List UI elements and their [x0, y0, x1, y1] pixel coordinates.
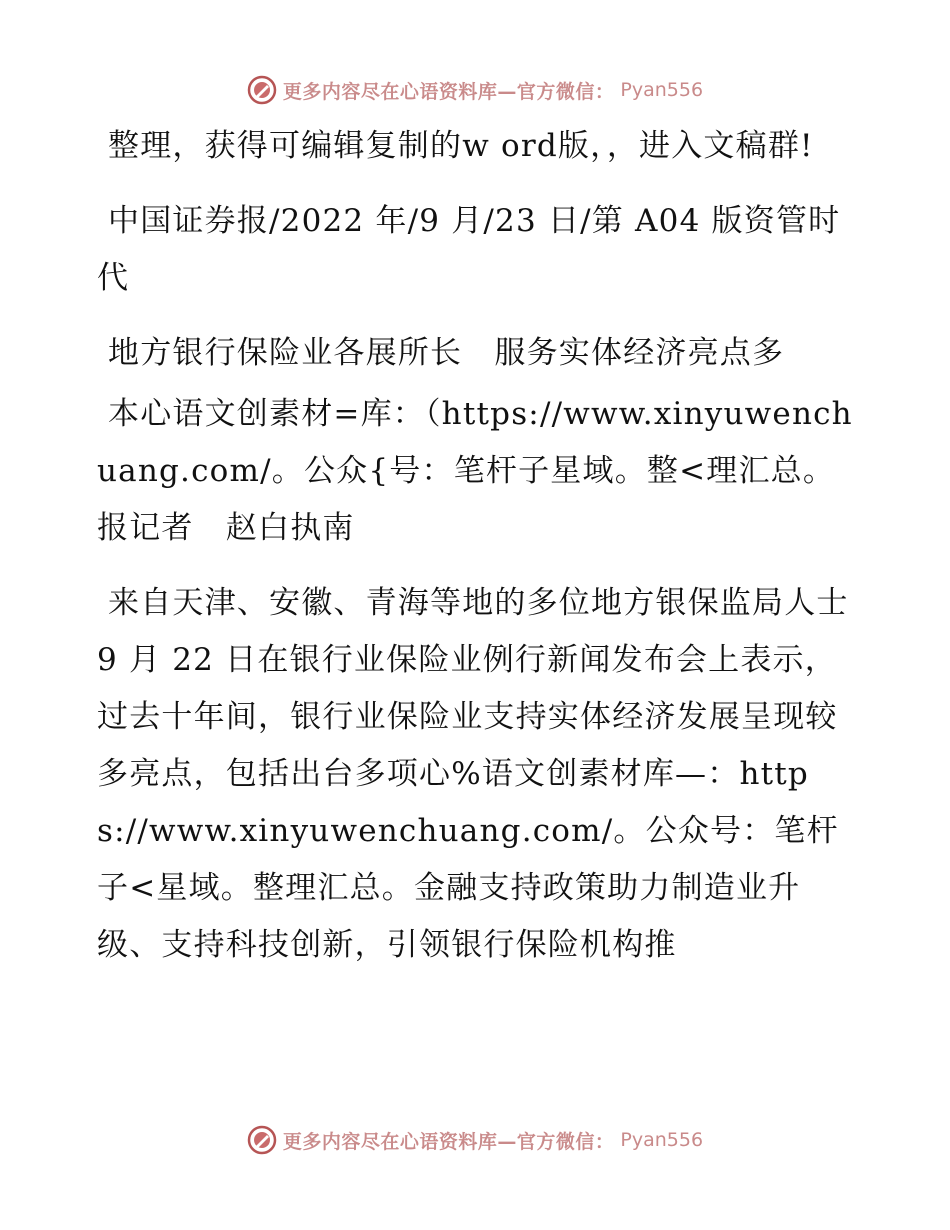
watermark-slogan: 更多内容尽在心语资料库—官方微信： [282, 80, 615, 103]
paragraph-intro: 整理，获得可编辑复制的w ord版，，进入文稿群! [108, 128, 814, 164]
pen-nib-logo-icon [247, 1125, 277, 1155]
paragraph-body: 来自天津、安徽、青海等地的多位地方银保监局人士 9 月 22 日在银行业保险业例行新闻发布会上表示，过去十年间，银行业保险业支持实体经济发展呈现较多亮点，包括出台多项心%语文创素材库—：https://www.xinyuwenchuang.com/。公众号：笔杆子<星域。整理汇总。金融支持政策助力制造业升级、支持科技创新，引领银行保险机构推 [97, 585, 849, 963]
document-body [97, 118, 857, 992]
pen-nib-logo-icon [247, 75, 277, 105]
article-title: 地方银行保险业各展所长 服务实体经济亮点多 [108, 335, 785, 371]
watermark-handle: Pyan556 [620, 79, 704, 101]
paragraph-attribution: 本心语文创素材=库：（https://www.xinyuwenchuang.com/。公众{号：笔杆子星域。整<理汇总。报记者 赵白执南 [97, 396, 853, 546]
watermark-handle: Pyan556 [620, 1129, 704, 1151]
watermark-slogan: 更多内容尽在心语资料库—官方微信： [282, 1130, 615, 1153]
paragraph-source: 中国证券报/2022 年/9 月/23 日/第 A04 版资管时代 [97, 203, 841, 296]
bottom-watermark-banner [0, 1120, 950, 1160]
top-watermark-banner [0, 70, 950, 110]
